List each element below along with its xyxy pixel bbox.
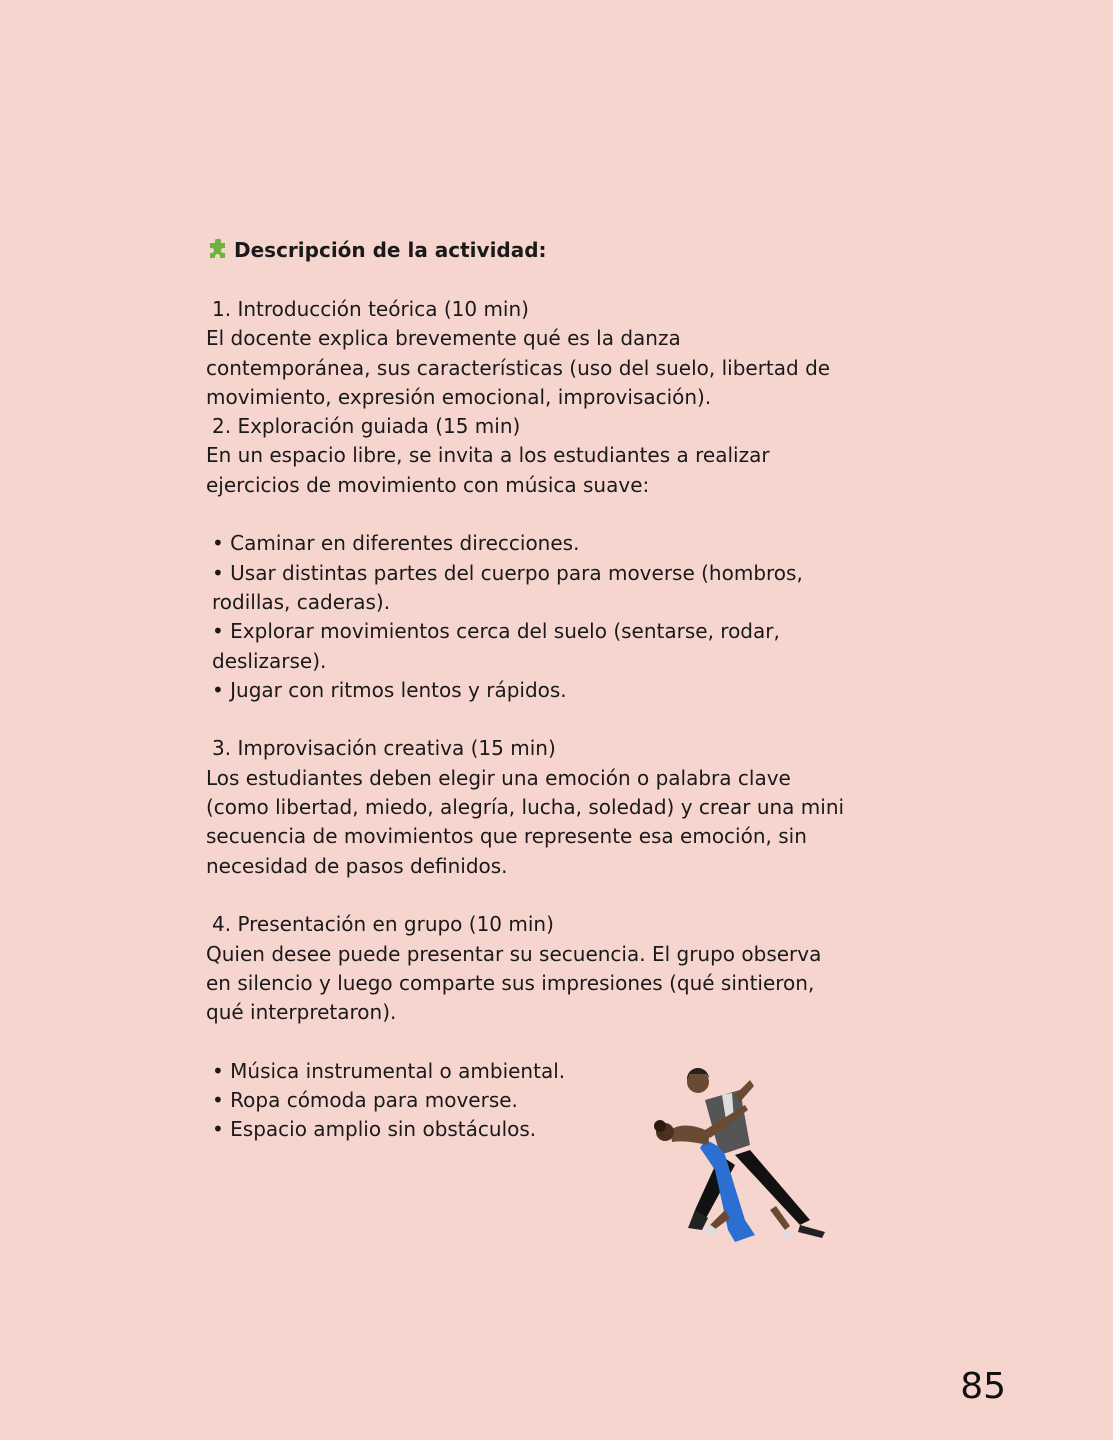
- list-item: • Espacio amplio sin obstáculos.: [212, 1117, 537, 1142]
- activity-description: [206, 236, 851, 1145]
- list-item: • Música instrumental o ambiental.: [212, 1058, 566, 1083]
- puzzle-piece-icon: [206, 239, 230, 263]
- list-item: • Explorar movimientos cerca del suelo (sentarse, rodar, deslizarse).: [212, 619, 787, 673]
- page-number: 85: [960, 1366, 1006, 1407]
- list-item: • Jugar con ritmos lentos y rápidos.: [212, 677, 567, 702]
- list-item: • Ropa cómoda para moverse.: [212, 1088, 518, 1113]
- step-body: Los estudiantes deben elegir una emoción o palabra clave (como libertad, miedo, alegría, lucha, soledad) y crear una mini secuencia de movimientos que represente esa emoción, sin necesidad de pasos definidos.: [206, 765, 851, 878]
- list-item: • Caminar en diferentes direcciones.: [212, 531, 580, 556]
- step-title: 1. Introducción teórica (10 min): [212, 297, 529, 321]
- step-title: 2. Exploración guiada (15 min): [212, 414, 521, 439]
- step-title: 3. Improvisación creativa (15 min): [212, 736, 556, 761]
- step-body: El docente explica brevemente qué es la danza contemporánea, sus características (uso del suelo, libertad de movimiento, expresión emocional, improvisación).: [206, 326, 837, 409]
- tango-dancers-illustration: [650, 1060, 835, 1250]
- step-body: En un espacio libre, se invita a los estudiantes a realizar ejercicios de movimiento con música suave:: [206, 443, 776, 497]
- step-title: 4. Presentación en grupo (10 min): [212, 912, 554, 937]
- step-body: Quien desee puede presentar su secuencia. El grupo observa en silencio y luego comparte sus impresiones (qué sintieron, qué interpretaron).: [206, 941, 828, 1025]
- section-heading: [206, 236, 846, 266]
- list-item: • Usar distintas partes del cuerpo para moverse (hombros, rodillas, caderas).: [212, 560, 810, 614]
- section-heading-text: Descripción de la actividad:: [234, 238, 547, 263]
